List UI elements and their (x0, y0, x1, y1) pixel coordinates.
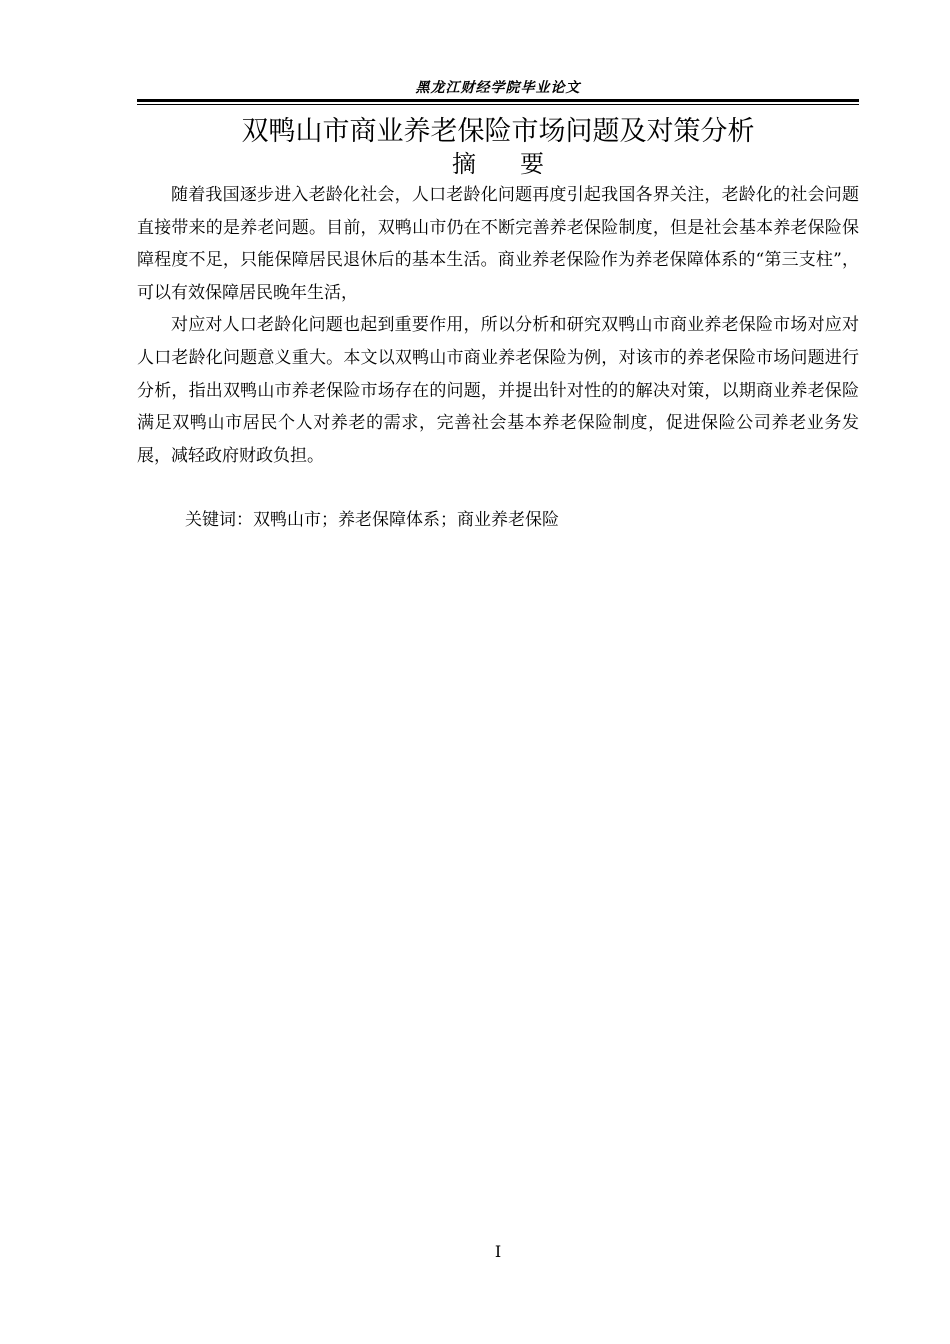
page-number: I (494, 1242, 502, 1261)
keywords-label: 关键词： (185, 510, 253, 530)
abstract-heading: 摘要 (452, 150, 588, 178)
abstract-paragraph-1: 随着我国逐步进入老龄化社会，人口老龄化问题再度引起我国各界关注，老龄化的社会问题直接带来的是养老问题。目前，双鸭山市仍在不断完善养老保险制度，但是社会基本养老保险保障程度不足，只能保障居民退休后的基本生活。商业养老保险作为养老保障体系的“第三支柱”，可以有效保障居民晚年生活， (137, 185, 859, 303)
abstract-body (137, 179, 859, 472)
document-title: 双鸭山市商业养老保险市场问题及对策分析 (241, 116, 755, 147)
abstract-paragraph-2: 对应对人口老龄化问题也起到重要作用，所以分析和研究双鸭山市商业养老保险市场对应对人口老龄化问题意义重大。本文以双鸭山市商业养老保险为例，对该市的养老保险市场问题进行分析，指出双鸭山市养老保险市场存在的问题，并提出针对性的的解决对策，以期商业养老保险满足双鸭山市居民个人对养老的需求，完善社会基本养老保险制度，促进保险公司养老业务发展，减轻政府财政负担。 (137, 315, 859, 466)
keywords-line (185, 505, 859, 535)
running-header: 黑龙江财经学院毕业论文 (415, 80, 581, 96)
header-rule-thick (137, 99, 859, 102)
header-rule-thin (137, 104, 859, 105)
keywords-text: 双鸭山市；养老保障体系；商业养老保险 (253, 510, 559, 530)
